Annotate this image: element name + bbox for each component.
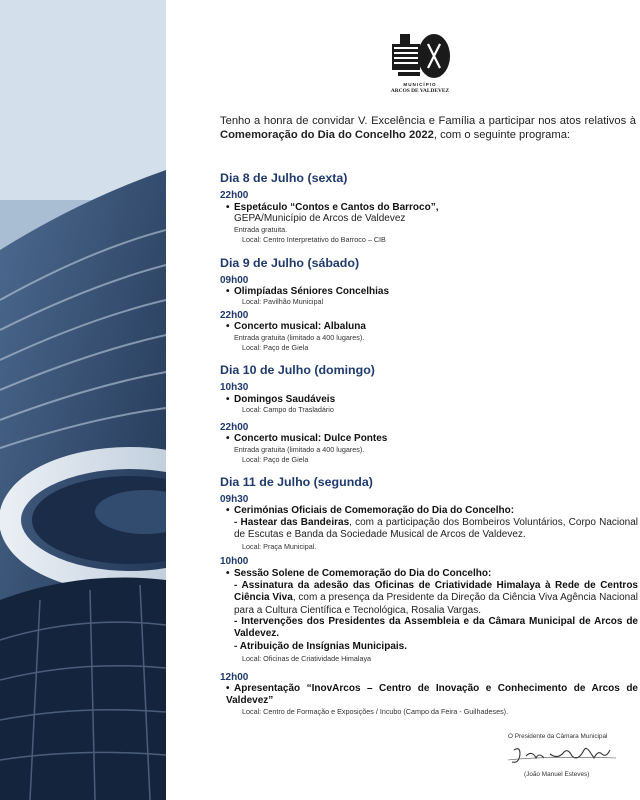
event-name: • Concerto musical: Dulce Pontes [226,433,388,444]
event-organizer: GEPA/Município de Arcos de Valdevez [234,213,406,224]
event-time: 22h00 [220,190,249,201]
event-time: 09h00 [220,275,249,286]
event-name-text: Sessão Solene de Comemoração do Dia do Concelho: [234,568,492,579]
event-name: • Espetáculo “Contos e Cantos do Barroco”, [226,202,439,213]
day-heading: Dia 11 de Julho (segunda) [220,475,373,489]
event-name: • Concerto musical: Albaluna [226,321,366,332]
event-subitem: - Intervenções dos Presidentes da Assembleia e da Câmara Municipal de Arcos de Valdevez. [234,616,638,640]
event-note: Entrada gratuita (limitado a 400 lugares). [234,445,365,454]
intro-highlight: Comemoração do Dia do Concelho 2022 [220,129,434,141]
event-subitem: - Atribuição de Insígnias Municipais. [234,641,408,652]
intro-part2: , com o seguinte programa: [433,129,571,141]
coat-of-arms-icon [388,30,452,82]
event-location: Local: Centro Interpretativo do Barroco – CIB [242,235,386,244]
event-location: Local: Oficinas de Criatividade Himalaya [242,654,372,663]
event-location: Local: Pavilhão Municipal [242,297,324,306]
signature-name: (João Manuel Esteves) [524,771,590,778]
event-time: 22h00 [220,422,249,433]
logo-line2: ARCOS DE VALDEVEZ [390,88,450,94]
subitem-text: , com a participação dos Bombeiros Voluntários, Corpo Nacional de Escutas e Banda da Sociedade Musical de Arcos de Valdevez. [234,517,639,541]
subitem-bold: Hastear das Bandeiras [240,517,350,528]
event-time: 10h30 [220,382,249,393]
signature-title: O Presidente da Câmara Municipal [508,733,608,740]
event-location: Local: Paço de Giela [242,455,309,464]
event-location: Local: Campo do Trasladário [242,405,334,414]
event-name-text: Olimpíadas Séniores Concelhias [234,286,390,297]
intro-paragraph [220,114,636,142]
event-name: • Domingos Saudáveis [226,394,336,405]
day-heading: Dia 10 de Julho (domingo) [220,363,375,377]
event-time: 10h00 [220,556,249,567]
event-name-text: Domingos Saudáveis [234,394,336,405]
event-location: Local: Paço de Giela [242,343,309,352]
event-time: 12h00 [220,672,249,683]
subitem-bold: Atribuição de Insígnias Municipais. [239,641,408,652]
event-subitem: - Assinatura da adesão das Oficinas de Criatividade Himalaya à Rede de Centros Ciência Viva, com a presença da Presidente da Direção da Ciência Viva Agência Nacional para a Cultura Científica e Tecnológica, Rosalia Vargas. [234,580,638,616]
event-name-text: Cerimónias Oficiais de Comemoração do Dia do Concelho: [234,505,515,516]
invitation-content [166,0,640,800]
day-heading: Dia 9 de Julho (sábado) [220,256,360,270]
event-time: 09h30 [220,494,249,505]
subitem-bold: Intervenções dos Presidentes da Assembleia e da Câmara Municipal de Arcos de Valdevez. [234,616,638,640]
event-name-text: Concerto musical: Albaluna [234,321,366,332]
architecture-photo [0,0,166,800]
intro-part1: Tenho a honra de convidar V. Excelência e Família a participar nos atos relativos à [220,115,636,127]
subitem-text: , com a presença da Presidente da Direção da Ciência Viva Agência Nacional para a Cultura Científica e Tecnológica, Rosalia Vargas. [234,592,638,616]
event-name: • Apresentação “InovArcos – Centro de Inovação e Conhecimento de Arcos de Valdevez” [226,683,638,707]
handwritten-signature [506,740,626,770]
logo-line1: MUNICÍPIO [403,82,437,87]
event-name-text: Espetáculo “Contos e Cantos do Barroco”, [234,202,439,213]
event-name: • Olimpíadas Séniores Concelhias [226,286,390,297]
event-name-text: Apresentação “InovArcos – Centro de Inovação e Conhecimento de Arcos de Valdevez” [226,683,638,707]
event-note: Entrada gratuita (limitado a 400 lugares). [234,333,365,342]
photo-artwork [0,0,166,800]
event-location: Local: Praça Municipal. [242,542,317,551]
day-heading: Dia 8 de Julho (sexta) [220,171,348,185]
municipality-logo [388,30,452,96]
event-name: • Cerimónias Oficiais de Comemoração do Dia do Concelho: [226,505,515,516]
event-name: • Sessão Solene de Comemoração do Dia do Concelho: [226,568,492,579]
event-subitem: - Hastear das Bandeiras, com a participação dos Bombeiros Voluntários, Corpo Nacional de Escutas e Banda da Sociedade Musical de Arcos de Valdevez. [234,517,639,541]
event-location: Local: Centro de Formação e Exposições / Incubo (Campo da Feira - Guilhadeses). [242,707,509,716]
event-name-text: Concerto musical: Dulce Pontes [234,433,388,444]
subitem-bold: Assinatura da adesão das Oficinas de Criatividade Himalaya à Rede de Centros Ciência Viva [234,580,638,604]
event-note: Entrada gratuita. [234,225,288,234]
event-time: 22h00 [220,310,249,321]
